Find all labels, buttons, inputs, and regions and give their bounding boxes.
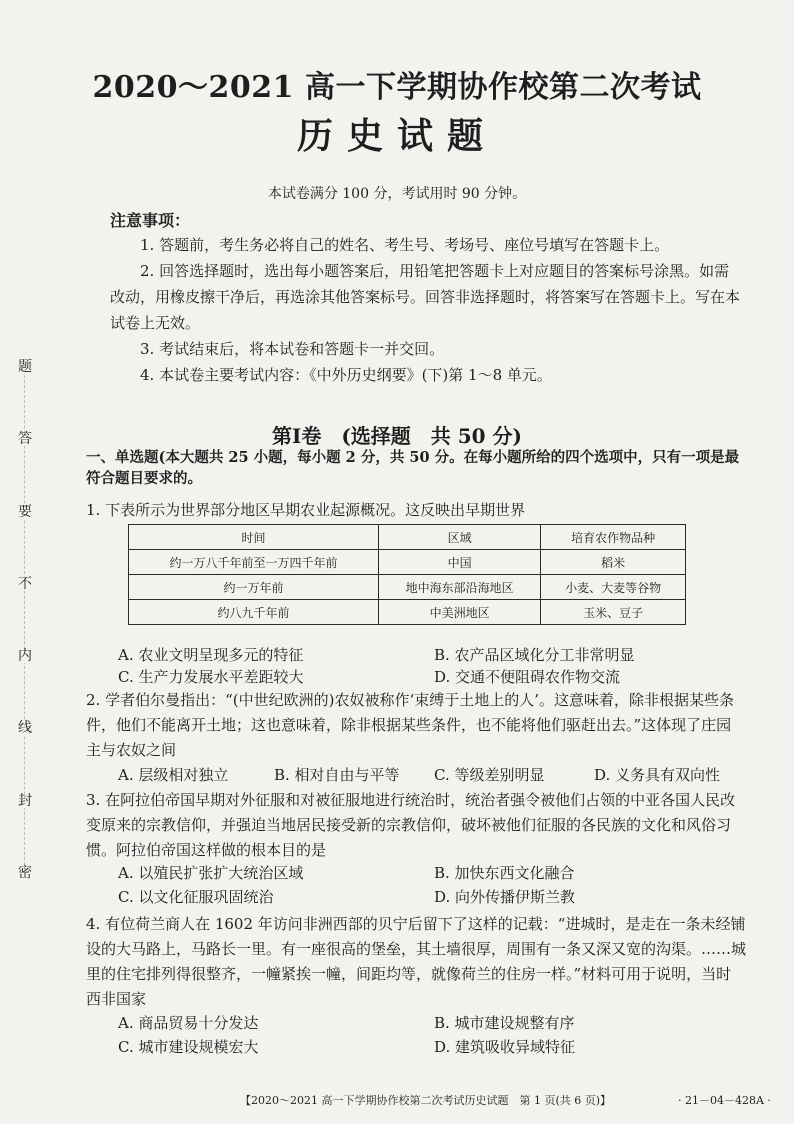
- notice-heading: 注意事项：: [110, 211, 191, 230]
- seal-char: 线: [18, 720, 32, 737]
- notice-item: 3. 考试结束后，将本试卷和答题卡一并交回。: [140, 340, 445, 358]
- table-cell: 约一万八千年前至一万四千年前: [129, 550, 379, 575]
- option-c: C. 以文化征服巩固统治: [118, 888, 274, 906]
- option-b: B. 农产品区域化分工非常明显: [434, 646, 635, 664]
- seal-char: 内: [18, 648, 32, 665]
- notice-item: 4. 本试卷主要考试内容：《中外历史纲要》(下)第 1～8 单元。: [140, 366, 552, 384]
- option-c: C. 等级差别明显: [434, 766, 545, 784]
- option-d: D. 建筑吸收异域特征: [434, 1038, 576, 1056]
- table-row: [129, 550, 686, 575]
- table-cell: 中美洲地区: [378, 600, 540, 625]
- question-3-stem: 3. 在阿拉伯帝国早期对外征服和对被征服地进行统治时，统治者强令被他们占领的中亚各国人民改变原来的宗教信仰，并强迫当地居民接受新的宗教信仰，破坏被他们征服的各民族的文化和风俗习惯。阿拉伯帝国这样做的根本目的是: [86, 791, 736, 859]
- seal-char: 答: [18, 431, 32, 448]
- table-header: 培育农作物品种: [541, 525, 686, 550]
- question-4-stem: 4. 有位荷兰商人在 1602 年访问非洲西部的贝宁后留下了这样的记载：“进城时，是走在一条未经铺设的大马路上，马路长一里。有一座很高的堡垒，其土墙很厚，周围有一条又深又宽的沟渠。……城里的住宅排列得很整齐，一幢紧挨一幢，间距均等，就像荷兰的住房一样。”材料可用于说明，当时西非国家: [86, 915, 747, 1008]
- option-a: A. 商品贸易十分发达: [118, 1014, 259, 1032]
- table-header: 时间: [129, 525, 379, 550]
- option-d: D. 交通不便阻碍农作物交流: [434, 668, 621, 686]
- exam-title: 2020～2021 高一下学期协作校第二次考试: [92, 70, 702, 105]
- exam-meta: 本试卷满分 100 分，考试用时 90 分钟。: [267, 186, 527, 202]
- seal-char: 封: [18, 792, 32, 809]
- question-4-options: [86, 1012, 746, 1058]
- table-cell: 小麦、大麦等谷物: [541, 575, 686, 600]
- agriculture-table: [128, 524, 686, 625]
- option-c: C. 生产力发展水平差距较大: [118, 668, 304, 686]
- part-title: 一、单选题(本大题共 25 小题，每小题 2 分，共 50 分。在每小题所给的四个选项中，只有一项是最符合题目要求的。: [86, 449, 740, 487]
- seal-char: 不: [18, 575, 32, 592]
- option-a: A. 以殖民扩张扩大统治区域: [118, 864, 304, 882]
- seal-char: 要: [18, 503, 32, 520]
- paper-code: · 21－04－428A ·: [678, 1094, 771, 1107]
- question-2-stem: 2. 学者伯尔曼指出：“(中世纪欧洲的)农奴被称作‘束缚于土地上的人’。这意味着，除非根据某些条件，他们不能离开土地；这也意味着，除非根据某些条件，也不能将他们驱赶出去。”这体现了庄园主与农奴之间: [86, 691, 734, 759]
- option-c: C. 城市建设规模宏大: [118, 1038, 259, 1056]
- table-cell: 地中海东部沿海地区: [378, 575, 540, 600]
- table-row: [129, 600, 686, 625]
- question-2-options: [86, 764, 746, 786]
- notice-list: [110, 232, 740, 388]
- page-footer: 【2020～2021 高一下学期协作校第二次考试历史试题 第 1 页(共 6 页)】: [240, 1094, 612, 1107]
- option-a: A. 农业文明呈现多元的特征: [118, 646, 304, 664]
- section-title: 第Ⅰ卷 (选择题 共 50 分): [271, 424, 523, 448]
- table-cell: 约一万年前: [129, 575, 379, 600]
- option-a: A. 层级相对独立: [118, 766, 229, 784]
- table-row: [129, 575, 686, 600]
- table-header-row: [129, 525, 686, 550]
- question-1-options: [86, 644, 746, 690]
- table-cell: 约八九千年前: [129, 600, 379, 625]
- table-cell: 稻米: [541, 550, 686, 575]
- option-b: B. 城市建设规整有序: [434, 1014, 575, 1032]
- option-d: D. 向外传播伊斯兰教: [434, 888, 576, 906]
- table-header: 区域: [378, 525, 540, 550]
- notice-item: 1. 答题前，考生务必将自己的姓名、考生号、考场号、座位号填写在答题卡上。: [140, 236, 670, 254]
- notice-item: 2. 回答选择题时，选出每小题答案后，用铅笔把答题卡上对应题目的答案标号涂黑。如需改动，用橡皮擦干净后，再选涂其他答案标号。回答非选择题时，将答案写在答题卡上。写在本试卷上无效。: [110, 262, 741, 332]
- subject-title: 历史试题: [296, 115, 497, 157]
- question-3-options: [86, 862, 746, 908]
- option-b: B. 相对自由与平等: [274, 766, 400, 784]
- seal-char: 密: [18, 864, 32, 881]
- question-1-stem: 1. 下表所示为世界部分地区早期农业起源概况。这反映出早期世界: [86, 501, 526, 519]
- seal-char: 题: [18, 359, 32, 375]
- option-b: B. 加快东西文化融合: [434, 864, 575, 882]
- table-cell: 中国: [378, 550, 540, 575]
- table-cell: 玉米、豆子: [541, 600, 686, 625]
- option-d: D. 义务具有双向性: [594, 766, 721, 784]
